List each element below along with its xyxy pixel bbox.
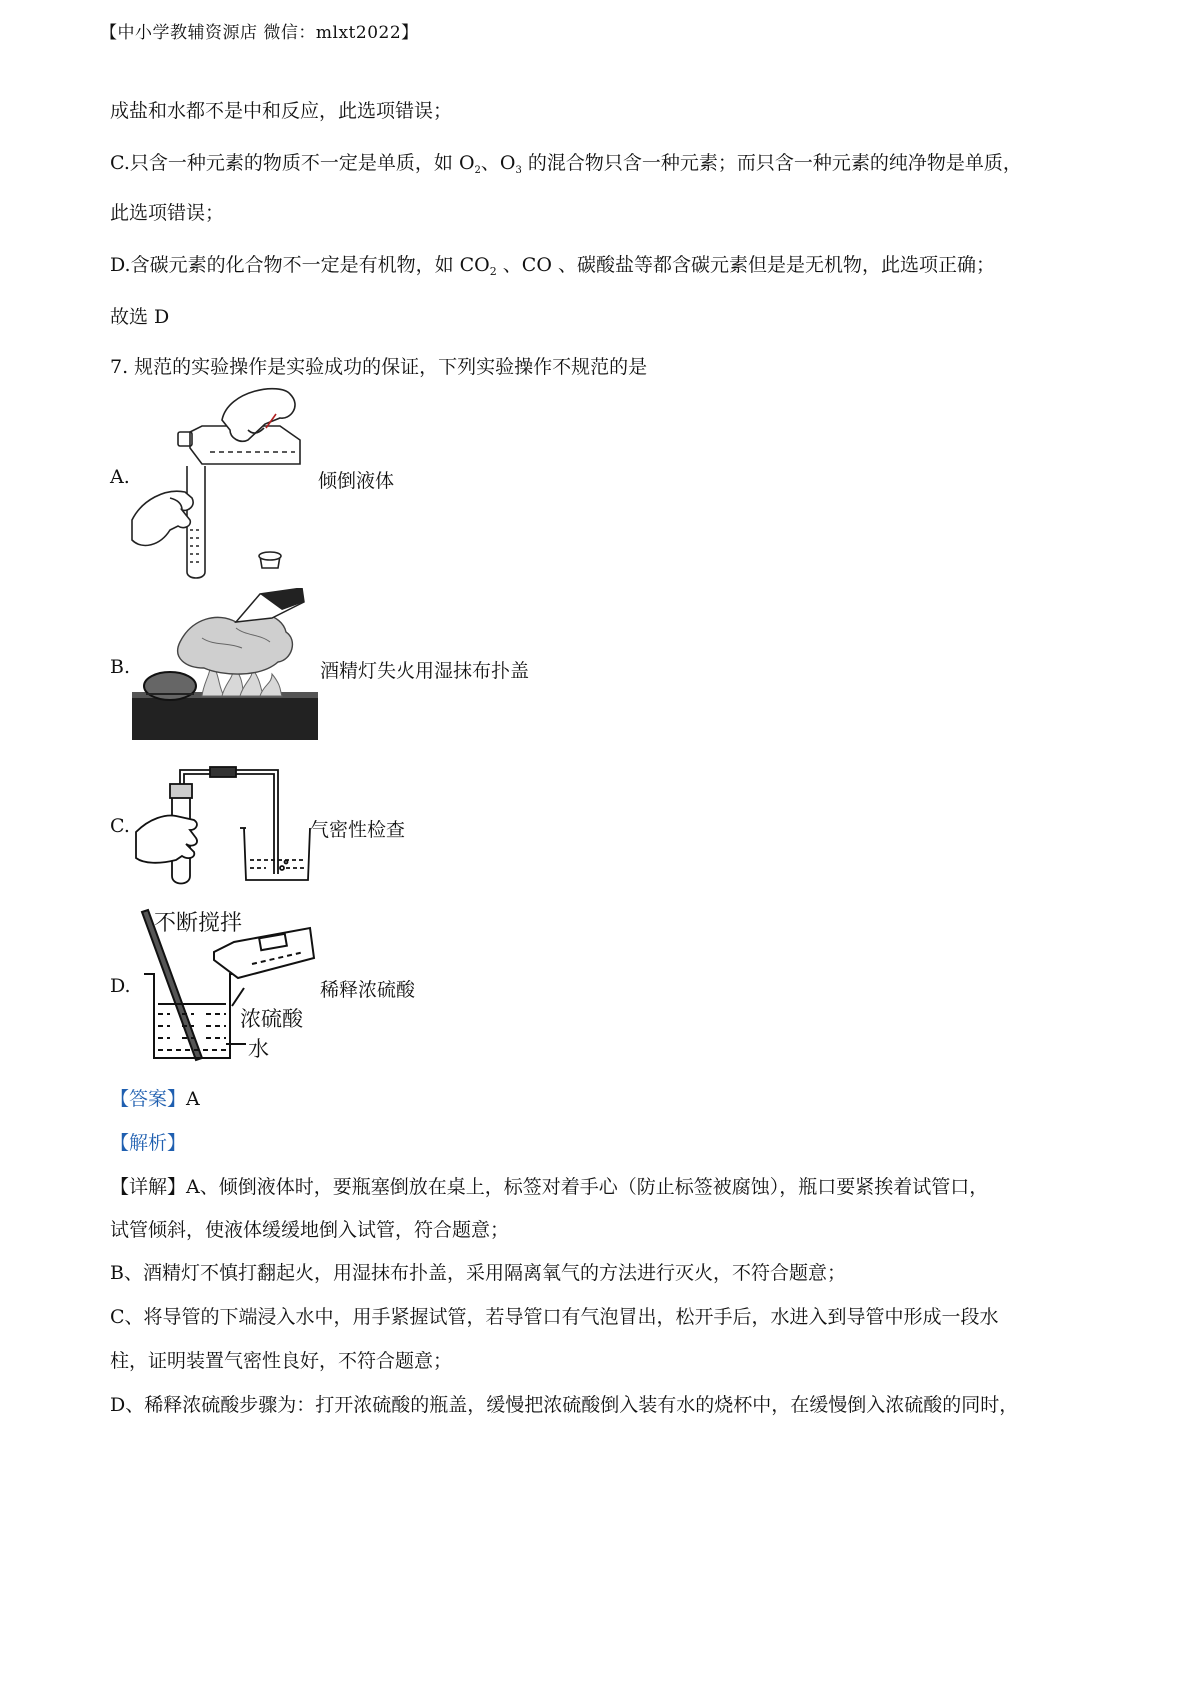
figure-airtightness-check bbox=[132, 760, 312, 886]
option-c-letter: C. bbox=[110, 815, 130, 837]
prev-answer-option-c-cont: 此选项错误； bbox=[110, 202, 225, 224]
detail-c-line1: C、将导管的下端浸入水中，用手紧握试管，若导管口有气泡冒出，松开手后，水进入到导管中形成一段水 bbox=[110, 1306, 999, 1328]
detail-a-line2: 试管倾斜，使液体缓缓地倒入试管，符合题意； bbox=[110, 1219, 510, 1241]
question-stem: 7. 规范的实验操作是实验成功的保证，下列实验操作不规范的是 bbox=[110, 356, 648, 378]
figure-dilute-sulfuric-acid bbox=[134, 908, 316, 1066]
option-b-caption: 酒精灯失火用湿抹布扑盖 bbox=[320, 660, 530, 682]
prev-answer-option-c: C.只含一种元素的物质不一定是单质，如 $O_2$、$O_3$ 的混合物只含一种元素；而只含一种元素的纯净物是单质， bbox=[110, 152, 1022, 176]
label-concentrated-acid: 浓硫酸 bbox=[240, 1007, 303, 1031]
option-d-letter: D. bbox=[110, 975, 131, 997]
option-a-caption: 倾倒液体 bbox=[318, 470, 395, 492]
answer-value: A bbox=[186, 1088, 200, 1110]
figure-pour-liquid bbox=[130, 380, 310, 585]
prev-answer-conclusion: 故选 D bbox=[110, 306, 170, 328]
analysis-tag: 【解析】 bbox=[110, 1132, 187, 1154]
option-b-letter: B. bbox=[110, 656, 131, 678]
page-header: 【中小学教辅资源店 微信：mlxt2022】 bbox=[100, 23, 419, 43]
detail-tag: 【详解】 bbox=[110, 1176, 187, 1198]
option-a-letter: A. bbox=[110, 466, 130, 488]
detail-d-line1: D、稀释浓硫酸步骤为：打开浓硫酸的瓶盖，缓慢把浓硫酸倒入装有水的烧杯中，在缓慢倒入浓硫酸的同时， bbox=[110, 1394, 1019, 1416]
figure-alcohol-lamp-fire bbox=[132, 588, 318, 740]
label-stir: 不断搅拌 bbox=[154, 911, 243, 936]
detail-a-line1: 【详解】A、倾倒液体时，要瓶塞倒放在桌上，标签对着手心（防止标签被腐蚀），瓶口要紧挨着试管口， bbox=[110, 1176, 989, 1198]
prev-answer-option-d: D.含碳元素的化合物不一定是有机物，如 $CO_2$ 、CO 、碳酸盐等都含碳元素但是是无机物，此选项正确； bbox=[110, 254, 995, 278]
option-c-caption: 气密性检查 bbox=[310, 819, 406, 841]
answer-line bbox=[110, 1084, 200, 1111]
prev-answer-line: 成盐和水都不是中和反应，此选项错误； bbox=[110, 100, 453, 122]
detail-c-line2: 柱，证明装置气密性良好，不符合题意； bbox=[110, 1350, 453, 1372]
detail-b: B、酒精灯不慎打翻起火，用湿抹布扑盖，采用隔离氧气的方法进行灭火，不符合题意； bbox=[110, 1262, 846, 1284]
option-d-caption: 稀释浓硫酸 bbox=[320, 979, 416, 1001]
answer-tag: 【答案】 bbox=[110, 1088, 187, 1110]
label-water: 水 bbox=[248, 1037, 269, 1061]
